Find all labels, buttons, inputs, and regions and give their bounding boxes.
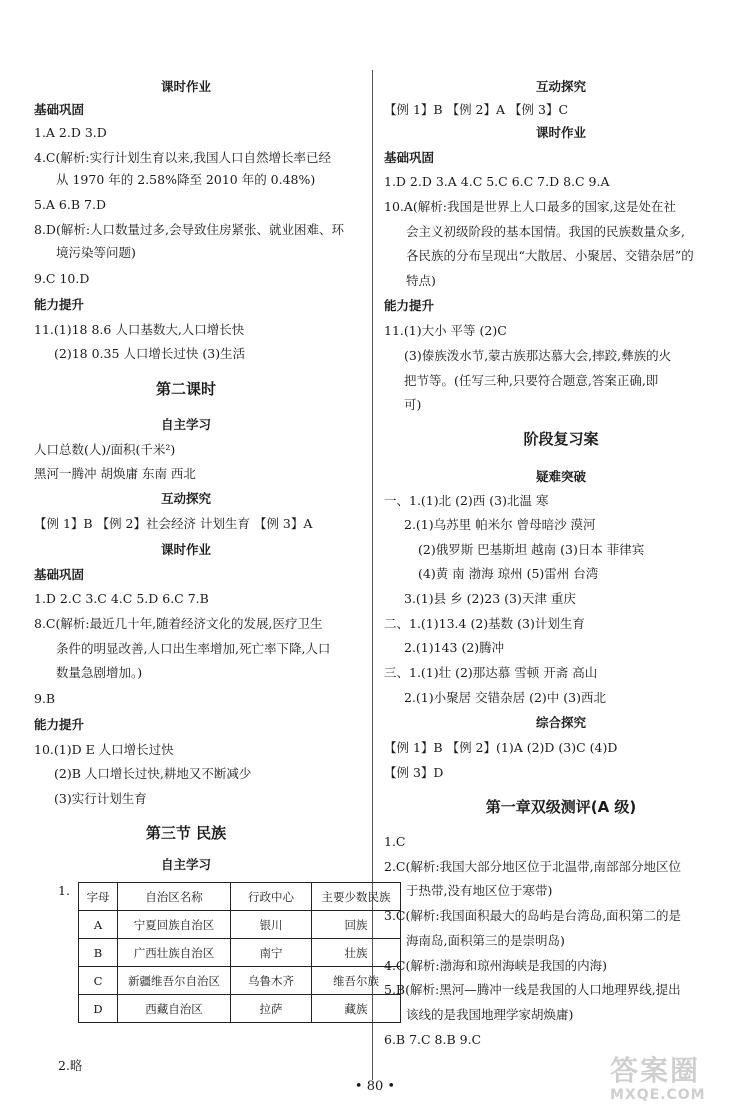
left-text-line: 基础巩固 [34,567,85,582]
right-text-line: 特点) [406,273,436,288]
table-header-cell: 自治区名称 [118,883,231,911]
watermark-top: 答案圈 [610,1054,701,1087]
right-text-line: 2.(1)乌苏里 帕米尔 曾母暗沙 漠河 [404,517,596,532]
right-text-line: 1.C [384,834,406,849]
table-cell: 南宁 [231,939,312,967]
page-number: • 80 • [354,1079,396,1094]
table-cell: 新疆维吾尔自治区 [118,967,231,995]
left-text-line: (2)B 人口增长过快,耕地又不断减少 [54,766,252,781]
right-text-line: 把节等。(任写三种,只要符合题意,答案正确,即 [404,373,659,388]
table-cell: 拉萨 [231,995,312,1023]
left-text-line: 能力提升 [34,717,85,732]
right-text-line: 各民族的分布呈现出“大散居、小聚居、交错杂居”的 [406,248,694,263]
right-text-line: 二、1.(1)13.4 (2)基数 (3)计划生育 [384,616,585,631]
table-cell: D [79,995,118,1023]
right-text-line: 会主义初级阶段的基本国情。我国的民族数量众多, [406,224,685,239]
table-cell: 宁夏回族自治区 [118,911,231,939]
right-text-line: 疑难突破 [535,469,586,484]
left-text-line: 境污染等问题) [56,245,136,260]
right-text-line: 一、1.(1)北 (2)西 (3)北温 寒 [384,493,549,508]
right-text-line: 3.(1)县 乡 (2)23 (3)天津 重庆 [404,591,576,606]
right-text-line: 可) [404,397,422,412]
right-text-line: (2)俄罗斯 巴基斯坦 越南 (3)日本 菲律宾 [418,542,645,557]
right-text-line: 三、1.(1)壮 (2)那达慕 雪顿 开斋 高山 [384,665,598,680]
left-text-line: 从 1970 年的 2.58%降至 2010 年的 0.48%) [56,172,316,187]
right-text-line: 课时作业 [535,125,586,140]
table-cell: 藏族 [312,995,401,1023]
table-row [79,995,401,1023]
right-text-line: (3)傣族泼水节,蒙古族那达慕大会,摔跤,彝族的火 [404,348,672,363]
table-header-cell: 行政中心 [231,883,312,911]
left-text-line: 课时作业 [160,79,211,94]
right-text-line: 该线的是我国地理学家胡焕庸) [406,1007,574,1022]
table-cell: 维吾尔族 [312,967,401,995]
right-text-line: 3.C(解析:我国面积最大的岛屿是台湾岛,面积第二的是 [384,908,682,923]
left-text-line: 黑河一腾冲 胡焕庸 东南 西北 [34,466,196,481]
watermark-logo [610,1055,740,1110]
table-cell: 广西壮族自治区 [118,939,231,967]
right-text-line: 互动探究 [535,79,586,94]
table-header-cell: 主要少数民族 [312,883,401,911]
right-text-line: 5.B(解析:黑河—腾冲一线是我国的人口地理界线,提出 [384,982,681,997]
left-text-line: 8.D(解析:人口数量过多,会导致住房紧张、就业困难、环 [34,222,345,237]
left-text-line: 互动探究 [160,491,211,506]
left-text-line: 条件的明显改善,人口出生率增加,死亡率下降,人口 [56,641,331,656]
table-cell: 乌鲁木齐 [231,967,312,995]
right-text-line: 于热带,没有地区位于寒带) [406,883,553,898]
left-text-line: 课时作业 [160,542,211,557]
table-cell: C [79,967,118,995]
left-text-line: (2)18 0.35 人口增长过快 (3)生活 [54,346,246,361]
right-text-line: 1.D 2.D 3.A 4.C 5.C 6.C 7.D 8.C 9.A [384,174,610,189]
left-text-line: 1. [58,883,70,898]
right-text-line: 2.C(解析:我国大部分地区位于北温带,南部部分地区位 [384,859,682,874]
table-cell: 壮族 [312,939,401,967]
autonomous-region-table [78,882,401,1023]
right-text-line: 【例 3】D [384,765,444,780]
table-cell: B [79,939,118,967]
right-text-line: 基础巩固 [384,150,435,165]
left-text-line: 自主学习 [160,417,211,432]
left-text-line: 人口总数(人)/面积(千米²) [34,442,176,457]
right-text-line: 2.(1)143 (2)腾冲 [404,640,505,655]
table-row [79,911,401,939]
right-text-line: 海南岛,面积第三的是崇明岛) [406,933,565,948]
left-text-line: 能力提升 [34,297,85,312]
right-text-line: 【例 1】B 【例 2】(1)A (2)D (3)C (4)D [384,740,618,755]
table-cell: 银川 [231,911,312,939]
left-text-line: 基础巩固 [34,102,85,117]
left-text-line: 9.C 10.D [34,271,90,286]
left-text-line: 10.(1)D E 人口增长过快 [34,742,174,757]
left-text-line: 数量急剧增加。) [56,665,143,680]
left-text-line: 11.(1)18 8.6 人口基数大,人口增长快 [34,322,245,337]
table-cell: 回族 [312,911,401,939]
watermark-bottom: MXQE.COM [610,1087,706,1103]
left-text-line: 1.D 2.C 3.C 4.C 5.D 6.C 7.B [34,591,209,606]
right-text-line: 10.A(解析:我国是世界上人口最多的国家,这是处在社 [384,199,676,214]
table-cell: 西藏自治区 [118,995,231,1023]
right-text-line: (4)黄 南 渤海 琼州 (5)雷州 台湾 [418,566,599,581]
right-text-line: 11.(1)大小 平等 (2)C [384,323,507,338]
left-text-line: 4.C(解析:实行计划生育以来,我国人口自然增长率已经 [34,150,332,165]
left-text-line: 2.略 [58,1058,83,1073]
table-header-row [79,883,401,911]
left-text-line: 第二课时 [155,380,216,398]
left-text-line: 自主学习 [160,857,211,872]
table-cell: A [79,911,118,939]
right-text-line: 阶段复习案 [523,430,599,448]
left-text-line: (3)实行计划生育 [54,791,147,806]
right-text-line: 综合探究 [535,715,586,730]
right-text-line: 4.C(解析:渤海和琼州海峡是我国的内海) [384,958,607,973]
right-text-line: 2.(1)小聚居 交错杂居 (2)中 (3)西北 [404,690,606,705]
right-text-line: 【例 1】B 【例 2】A 【例 3】C [384,102,569,117]
table-row [79,939,401,967]
right-text-line: 能力提升 [384,298,435,313]
left-text-line: 9.B [34,691,56,706]
table-row [79,967,401,995]
right-text-line: 6.B 7.C 8.B 9.C [384,1032,482,1047]
left-text-line: 【例 1】B 【例 2】社会经济 计划生育 【例 3】A [34,516,313,531]
right-text-line: 第一章双级测评(A 级) [485,798,637,816]
left-text-line: 5.A 6.B 7.D [34,197,106,212]
left-text-line: 第三节 民族 [145,824,227,842]
table-header-cell: 字母 [79,883,118,911]
left-text-line: 1.A 2.D 3.D [34,125,107,140]
left-text-line: 8.C(解析:最近几十年,随着经济文化的发展,医疗卫生 [34,616,323,631]
